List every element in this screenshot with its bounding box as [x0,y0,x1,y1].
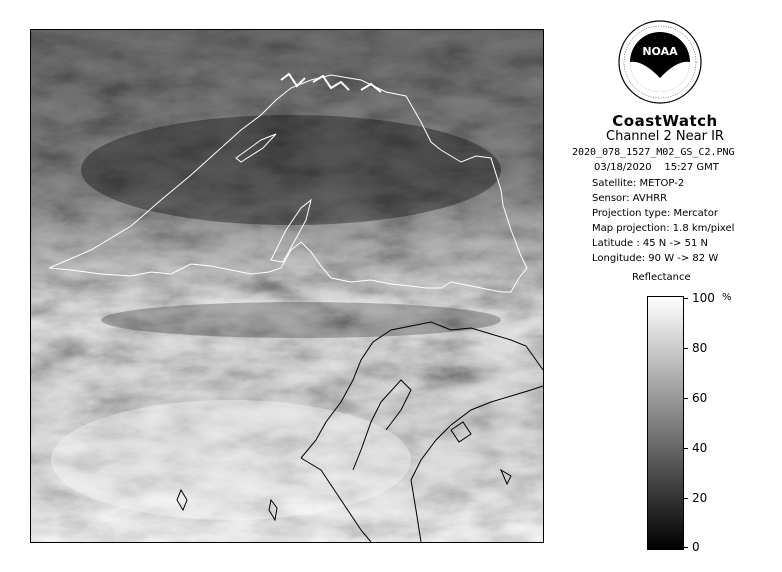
longitude: Longitude: 90 W -> 82 W [592,253,719,264]
tick-mark [683,298,688,299]
tick-label-80: 80 [692,341,708,355]
satellite-image [30,29,544,543]
logo-text: NOAA [642,45,678,58]
dark-lake-region [81,115,501,225]
tick-mark [683,498,688,499]
time: 15:27 GMT [664,162,719,173]
tick-mark [683,547,688,548]
tick-label-60: 60 [692,391,708,405]
legend-title: Reflectance [632,272,691,283]
tick-label-100: 100 [692,291,715,305]
coastwatch-title: CoastWatch [612,112,718,130]
noaa-logo [618,20,702,104]
projection-type: Projection type: Mercator [592,208,718,219]
satellite-map-svg [31,30,543,542]
tick-label-40: 40 [692,441,708,455]
tick-mark [683,398,688,399]
tick-mark [683,448,688,449]
channel-label: Channel 2 Near IR [606,129,724,144]
tick-label-20: 20 [692,491,708,505]
latitude: Latitude : 45 N -> 51 N [592,238,708,249]
filename: 2020_078_1527_M02_GS_C2.PNG [572,147,735,158]
tick-label-0: 0 [692,540,700,554]
sensor: Sensor: AVHRR [592,193,668,204]
date: 03/18/2020 [594,162,652,173]
legend-unit: % [722,292,732,303]
tick-mark [683,348,688,349]
dark-band [101,302,501,338]
map-projection: Map projection: 1.8 km/pixel [592,223,735,234]
date-time [594,162,719,173]
satellite: Satellite: METOP-2 [592,178,685,189]
reflectance-colorbar [647,296,684,550]
